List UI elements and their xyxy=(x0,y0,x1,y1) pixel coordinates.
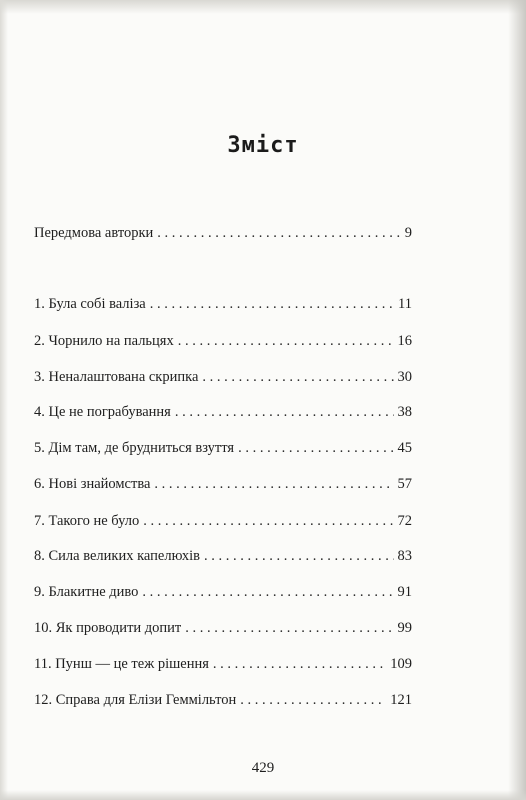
toc-entry[interactable] xyxy=(34,475,412,493)
toc-entry-page: 57 xyxy=(397,476,412,492)
toc-entry[interactable] xyxy=(34,368,412,386)
page-edge-right xyxy=(508,0,526,800)
toc-entry[interactable] xyxy=(34,439,412,457)
toc-entry-page: 45 xyxy=(397,440,412,456)
toc-entry[interactable] xyxy=(34,655,412,673)
toc-entry[interactable] xyxy=(34,295,412,313)
toc-entry-label: 1. Була собі валіза xyxy=(34,296,146,312)
toc-entry-page: 16 xyxy=(397,333,412,349)
toc-entry-page: 99 xyxy=(397,620,412,636)
toc-leader-dots xyxy=(240,691,386,709)
toc-leader-dots xyxy=(150,295,394,313)
page-edge-bottom xyxy=(0,790,526,800)
toc-entry-page: 38 xyxy=(397,404,412,420)
toc-entry-label: 6. Нові знайомства xyxy=(34,476,151,492)
toc-entry[interactable] xyxy=(34,583,412,601)
toc-entry-label: Передмова авторки xyxy=(34,225,154,241)
toc-entry-preface[interactable] xyxy=(34,224,412,242)
toc-entry-label: 9. Блакитне диво xyxy=(34,584,139,600)
toc-entry[interactable] xyxy=(34,691,412,709)
toc-leader-dots xyxy=(213,655,386,673)
toc-leader-dots xyxy=(178,332,394,350)
toc-entry-page: 121 xyxy=(390,692,412,708)
toc-entry-label: 12. Справа для Елізи Геммільтон xyxy=(34,692,237,708)
toc-entry-page: 109 xyxy=(390,656,412,672)
toc-entry[interactable] xyxy=(34,512,412,530)
toc-leader-dots xyxy=(157,224,400,242)
toc-entry[interactable] xyxy=(34,403,412,421)
toc-entry[interactable] xyxy=(34,619,412,637)
toc-entry-page: 72 xyxy=(397,513,412,529)
toc-leader-dots xyxy=(154,475,393,493)
toc-entry-page: 91 xyxy=(397,584,412,600)
toc-entry-page: 30 xyxy=(397,369,412,385)
toc-entry[interactable] xyxy=(34,332,412,350)
toc-leader-dots xyxy=(202,368,393,386)
page-edge-top xyxy=(0,0,526,14)
toc-entry-page: 83 xyxy=(397,548,412,564)
toc-entry-label: 3. Неналаштована скрипка xyxy=(34,369,199,385)
toc-entry-page: 11 xyxy=(398,296,412,312)
page-edge-left xyxy=(0,0,8,800)
toc-leader-dots xyxy=(185,619,393,637)
toc-leader-dots xyxy=(142,583,393,601)
toc-entry-label: 5. Дім там, де брудниться взуття xyxy=(34,440,235,456)
toc-leader-dots xyxy=(175,403,394,421)
toc-entry-label: 10. Як проводити допит xyxy=(34,620,182,636)
toc-entry-label: 11. Пунш — це теж рішення xyxy=(34,656,209,672)
toc-entry[interactable] xyxy=(34,547,412,565)
toc-entry-label: 2. Чорнило на пальцях xyxy=(34,333,174,349)
toc-entry-page: 9 xyxy=(404,225,412,241)
toc-entry-label: 8. Сила великих капелюхів xyxy=(34,548,200,564)
toc-entry-label: 7. Такого не було xyxy=(34,513,140,529)
page-title: Зміст xyxy=(227,133,299,158)
toc-leader-dots xyxy=(238,439,393,457)
page-number: 429 xyxy=(251,760,275,776)
toc-entry-label: 4. Це не пограбування xyxy=(34,404,171,420)
toc-leader-dots xyxy=(143,512,393,530)
toc-leader-dots xyxy=(204,547,394,565)
